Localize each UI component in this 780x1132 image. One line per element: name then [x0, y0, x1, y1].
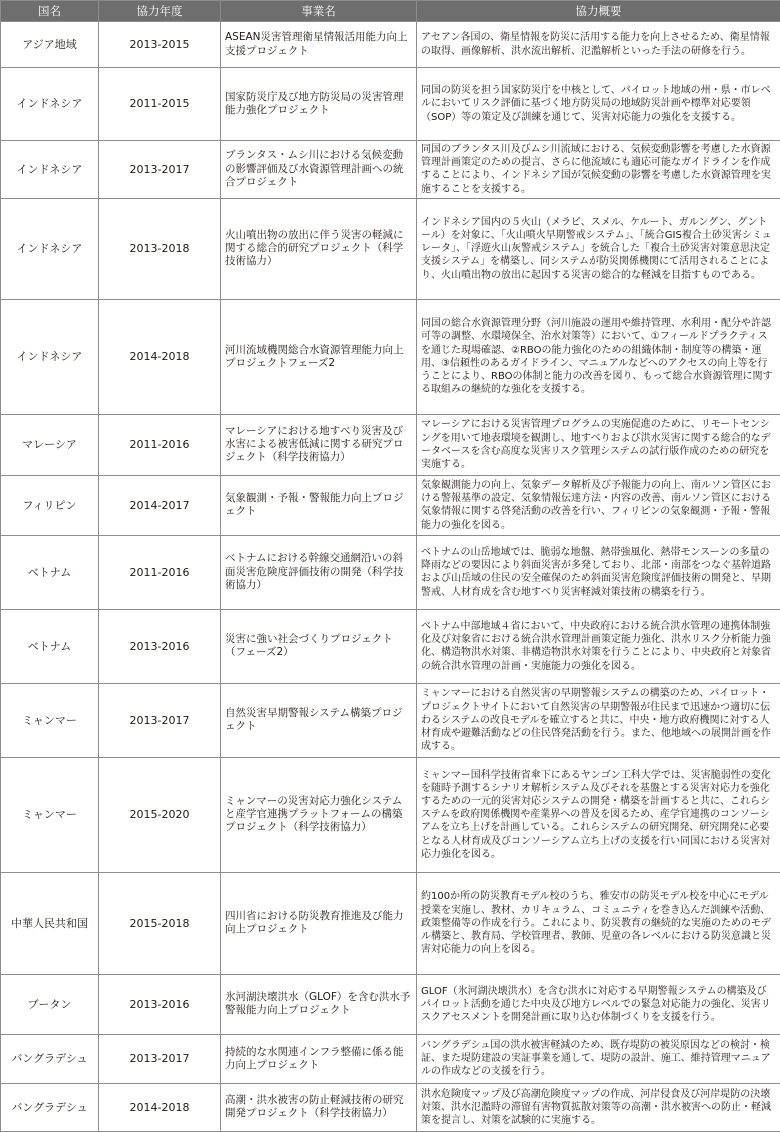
project-cell: 四川省における防災教育推進及び能力向上プロジェクト — [221, 872, 417, 974]
project-cell: 持続的な水関連インフラ整備に係る能力向上プロジェクト — [221, 1034, 417, 1083]
summary-cell: ベトナムの山岳地域では、脆弱な地盤、熱帯強風化、熱帯モンスーンの多量の降雨などの要因により斜面災害が多発しており、北部・南部をつなぐ基幹道路および山岳域の住民の安全確保のため斜面災害危険度評価技術の開発と、早期警戒、人材育成を含む地すべり災害軽減対策技術の構築を行う。 — [417, 535, 780, 609]
table-row — [1, 1083, 780, 1131]
header-years: 協力年度 — [99, 1, 221, 22]
project-cell: 災害に強い社会づくりプロジェクト（フェーズ2） — [221, 609, 417, 683]
years-cell: 2013-2017 — [99, 683, 221, 757]
years-cell: 2011-2015 — [99, 68, 221, 141]
years-cell: 2013-2017 — [99, 141, 221, 199]
table-row — [1, 872, 780, 974]
country-cell: インドネシア — [1, 68, 99, 141]
summary-cell: 同国の防災を担う国家防災庁を中核として、パイロット地域の州・県・市レベルにおいてリスク評価に基づく地方防災局の地域防災計画や標準対応要領（SOP）等の策定及び訓練を通じて、災害対応能力の強化を支援する。 — [417, 68, 780, 141]
project-cell: 火山噴出物の放出に伴う災害の軽減に関する総合的研究プロジェクト（科学技術協力） — [221, 198, 417, 299]
table-row — [1, 299, 780, 414]
project-cell: マレーシアにおける地すべり災害及び水害による被害低減に関する研究プロジェクト（科学技術協力） — [221, 414, 417, 475]
project-cell: ミャンマーの災害対応力強化システムと産学官連携プラットフォームの構築プロジェクト（科学技術協力） — [221, 757, 417, 872]
country-cell: ミャンマー — [1, 683, 99, 757]
project-cell: ブランタス・ムシ川における気候変動の影響評価及び水資源管理計画への統合プロジェクト — [221, 141, 417, 199]
years-cell: 2015-2018 — [99, 872, 221, 974]
summary-cell: 約100か所の防災教育モデル校のうち、雅安市の防災モデル校を中心にモデル授業を実施し、教材、カリキュラム、コミュニティを巻き込んだ訓練や活動、政策整備等の作成を行う。これにより、防災教育の継続的な実施のためのモデル構築と、教育局、学校管理者、教師、児童の各レベルにおける防災意識と災害対応能力の向上を図る。 — [417, 872, 780, 974]
country-cell: インドネシア — [1, 299, 99, 414]
summary-cell: ベトナム中部地域４省において、中央政府における統合洪水管理の連携体制強化及び対象省における統合洪水管理計画策定能力強化、洪水リスク分析能力強化、構造物洪水対策、非構造物洪水対策を行うことにより、中央政府と対象省の統合洪水管理の計画・実施能力の強化を図る。 — [417, 609, 780, 683]
summary-cell: バングラデシュ国の洪水被害軽減のため、既存堤防の被災原因などの検討・検証、また堤防建設の実証事業を通して、堤防の設計、施工、維持管理マニュアルの作成などの支援を行う。 — [417, 1034, 780, 1083]
header-country: 国名 — [1, 1, 99, 22]
summary-cell: 洪水危険度マップ及び高潮危険度マップの作成、河岸侵食及び河岸堤防の決壊対策、洪水氾濫時の滞留有害物質拡散対策等の高潮・洪水被害への防止・軽減策を提言し、対策を試験的に実施する。 — [417, 1083, 780, 1131]
table-row — [1, 68, 780, 141]
table-row — [1, 141, 780, 199]
years-cell: 2013-2015 — [99, 22, 221, 68]
country-cell: 中華人民共和国 — [1, 872, 99, 974]
country-cell: インドネシア — [1, 198, 99, 299]
project-cell: 国家防災庁及び地方防災局の災害管理能力強化プロジェクト — [221, 68, 417, 141]
country-cell: フィリピン — [1, 475, 99, 535]
country-cell: マレーシア — [1, 414, 99, 475]
summary-cell: ミャンマー国科学技術省傘下にあるヤンゴン工科大学では、災害脆弱性の変化を随時予測するシナリオ解析システム及びそれを基盤とする災害対応力を強化するための一元的災害対応システムの開発・構築を計画すると共に、これらシステムを政府関係機関や産業界への普及を図るため、産学官連携のコンソーシアムを立ち上げを計画している。これらシステムの研究開発、研究開発に必要となる人材育成及びコンソーシアム立ち上げの支援を行い同国における災害対応力強化を図る。 — [417, 757, 780, 872]
project-cell: 気象観測・予報・警報能力向上プロジェクト — [221, 475, 417, 535]
table-row — [1, 974, 780, 1034]
country-cell: ベトナム — [1, 535, 99, 609]
country-cell: ミャンマー — [1, 757, 99, 872]
summary-cell: 気象観測能力の向上、気象データ解析及び予報能力の向上、南ルソン管区における警報基準の設定、気象情報伝達方法・内容の改善、南ルソン管区における気象情報に関する啓発活動の改善を行い、フィリピンの気象観測・予報・警報能力の強化を図る。 — [417, 475, 780, 535]
summary-cell: GLOF（氷河湖決壊洪水）を含む洪水に対応する早期警報システムの構築及びパイロット活動を通じた中央及び地方レベルでの緊急対応能力の強化、災害リスクアセスメントを開発計画に取り込む体制づくりを支援を行う。 — [417, 974, 780, 1034]
years-cell: 2014-2017 — [99, 475, 221, 535]
years-cell: 2013-2017 — [99, 1034, 221, 1083]
header-project: 事業名 — [221, 1, 417, 22]
years-cell: 2013-2018 — [99, 198, 221, 299]
summary-cell: マレーシアにおける災害管理プログラムの実施促進のために、リモートセンシングを用いて地表環境を観測し、地すべりおよび洪水災害に関する総合的なデータベースを含む高度な災害リスク管理システムの試行版作成のための研究を実施する。 — [417, 414, 780, 475]
table-row — [1, 757, 780, 872]
years-cell: 2014-2018 — [99, 1083, 221, 1131]
country-cell: アジア地域 — [1, 22, 99, 68]
table-row — [1, 198, 780, 299]
years-cell: 2013-2016 — [99, 974, 221, 1034]
table-row — [1, 535, 780, 609]
project-cell: 自然災害早期警報システム構築プロジェクト — [221, 683, 417, 757]
years-cell: 2015-2020 — [99, 757, 221, 872]
years-cell: 2011-2016 — [99, 535, 221, 609]
project-cell: 高潮・洪水被害の防止軽減技術の研究開発プロジェクト（科学技術協力） — [221, 1083, 417, 1131]
table-row — [1, 22, 780, 68]
summary-cell: インドネシア国内の５火山（メラピ、スメル、ケルート、ガルングン、グントール）を対象に、「火山噴火早期警戒システム」、「統合GIS複合土砂災害シミュレータ」、「浮遊火山灰警戒システム」を統合した「複合土砂災害対策意思決定支援システム」を構築し、同システムが防災関係機関にて活用されることにより、火山噴出物の放出に起因する災害の総合的な軽減を目指すものである。 — [417, 198, 780, 299]
project-cell: ASEAN災害管理衛星情報活用能力向上支援プロジェクト — [221, 22, 417, 68]
summary-cell: 同国の総合水資源管理分野（河川施設の運用や維持管理、水利用・配分や許認可等の調整、水環境保全、治水対策等）において、①フィールドプラクティスを通じた現場確認、②RBOの能力強化のための組織体制・制度等の構築・運用、③信頼性のあるガイドライン、マニュアルなどへのアクセスの向上等を行うことにより、RBOの体制と能力の改善を図り、もって総合水資源管理に関する取組みの継続的な強化を支援する。 — [417, 299, 780, 414]
country-cell: バングラデシュ — [1, 1083, 99, 1131]
project-cell: ベトナムにおける幹線交通網沿いの斜面災害危険度評価技術の開発（科学技術協力） — [221, 535, 417, 609]
summary-cell: ミャンマーにおける自然災害の早期警報システムの構築のため、パイロット・プロジェクトサイトにおいて自然災害の早期警報が住民まで迅速かつ適切に伝わるシステムの改良モデルを確立すると共に、中央・地方政府機関に対する人材育成や避難活動などの住民啓発活動を行う。また、他地域への展開計画を作成する。 — [417, 683, 780, 757]
country-cell: ブータン — [1, 974, 99, 1034]
summary-cell: アセアン各国の、衛星情報を防災に活用する能力を向上させるため、衛星情報の取得、画像解析、洪水流出解析、氾濫解析といった手法の研修を行う。 — [417, 22, 780, 68]
table-row — [1, 683, 780, 757]
header-summary: 協力概要 — [417, 1, 780, 22]
years-cell: 2014-2018 — [99, 299, 221, 414]
summary-cell: 同国のブランタス川及びムシ川流域における、気候変動影響を考慮した水資源管理計画策定のための提言、さらに他流域にも適応可能なガイドラインを作成することにより、インドネシア国が気候変動の影響を考慮した水資源管理を実施することを支援する。 — [417, 141, 780, 199]
table-row — [1, 1034, 780, 1083]
table-row — [1, 414, 780, 475]
table-row — [1, 609, 780, 683]
header-row — [1, 1, 780, 22]
country-cell: インドネシア — [1, 141, 99, 199]
project-cell: 氷河湖決壊洪水（GLOF）を含む洪水予警報能力向上プロジェクト — [221, 974, 417, 1034]
country-cell: ベトナム — [1, 609, 99, 683]
years-cell: 2013-2016 — [99, 609, 221, 683]
country-cell: バングラデシュ — [1, 1034, 99, 1083]
table-row — [1, 475, 780, 535]
project-cell: 河川流域機関総合水資源管理能力向上プロジェクトフェーズ2 — [221, 299, 417, 414]
years-cell: 2011-2016 — [99, 414, 221, 475]
